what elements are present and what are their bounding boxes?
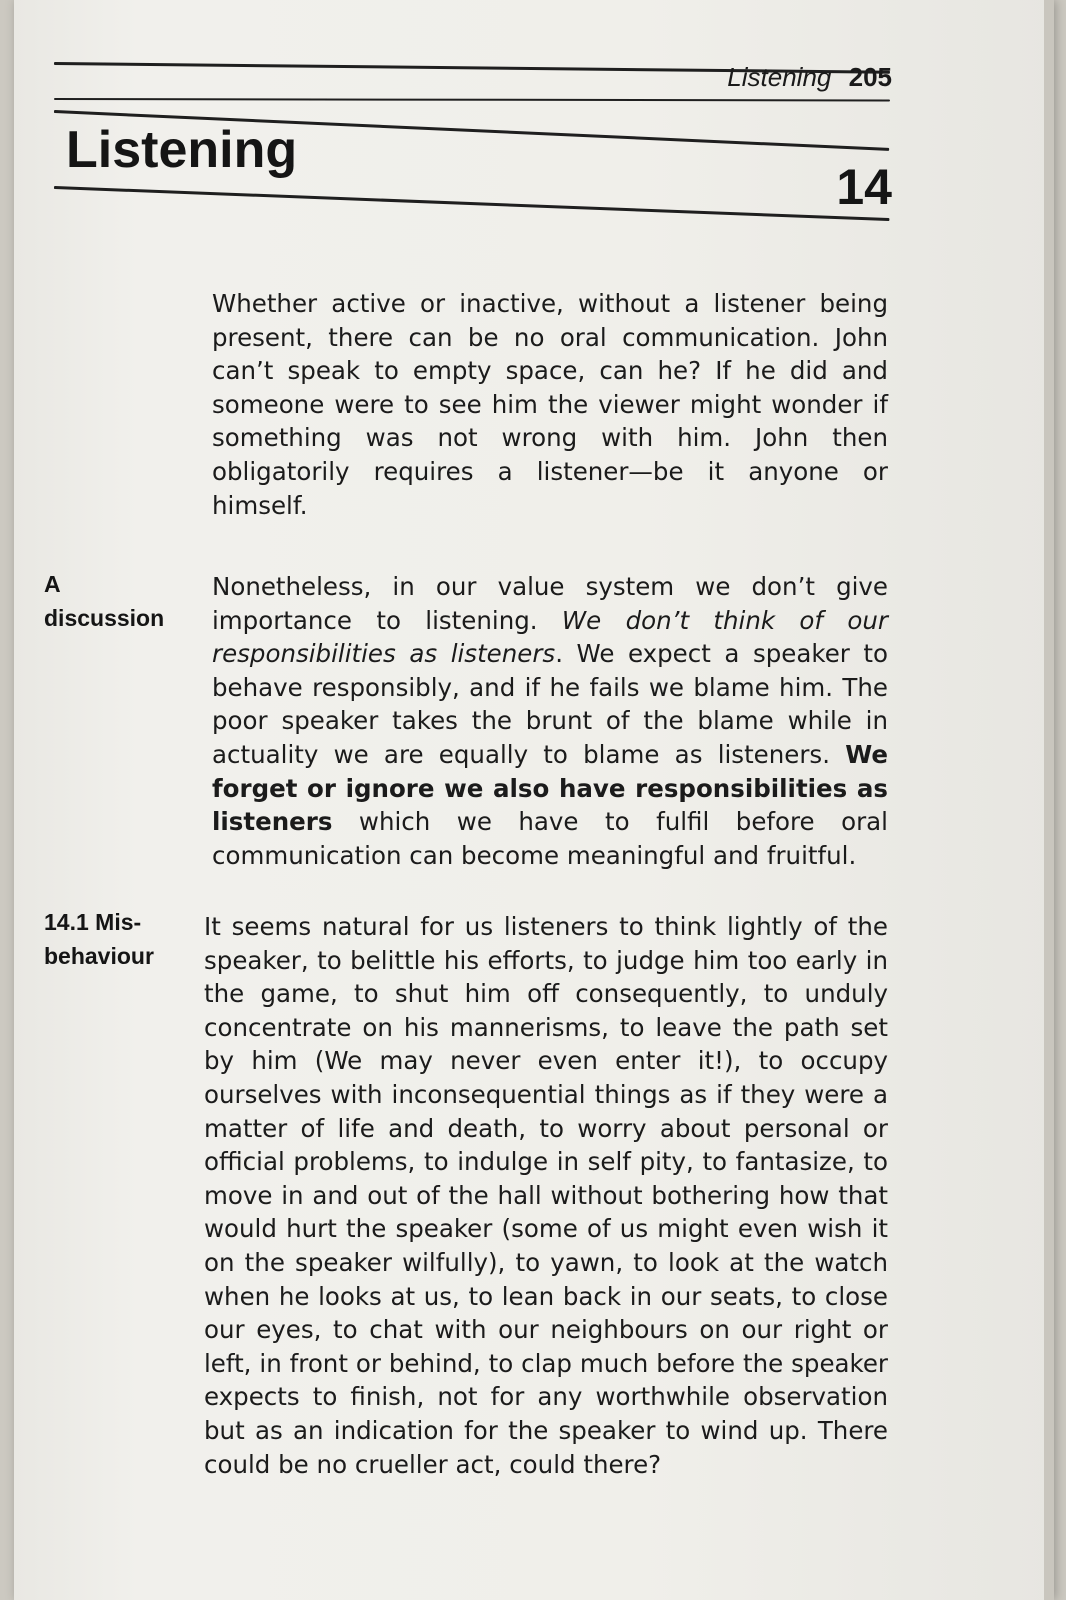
running-head-rule xyxy=(54,98,890,101)
discussion-paragraph xyxy=(212,570,888,872)
side-head-discussion-line1: A xyxy=(44,571,61,597)
discussion-text-2: . We expect a speaker to behave responsibly, and if he fails we blame him. The poor speaker takes the brunt of the blame while in actuality we are equally to blame as listeners. xyxy=(212,639,888,769)
chapter-title: Listening xyxy=(66,121,298,179)
intro-text: Whether active or inactive, without a listener being present, there can be no oral communication. John can’t speak to empty space, can he? If he did and someone were to see him the viewer might wonder if something was not wrong with him. John then obligatorily requires a listener—be it anyone or himself. xyxy=(212,289,888,520)
running-head xyxy=(727,62,892,93)
side-head-misbehaviour-line2: behaviour xyxy=(44,943,154,969)
misbehaviour-paragraph xyxy=(204,910,888,1481)
discussion-text-3: which we have to fulfil before oral communication can become meaningful and fruitful. xyxy=(212,807,888,870)
side-head-discussion xyxy=(44,567,194,635)
side-head-misbehaviour-line1: 14.1 Mis- xyxy=(44,909,142,935)
discussion-italic-text: We don’t think of our responsibilities as listeners xyxy=(212,605,888,669)
chapter-number: 14 xyxy=(836,159,892,215)
running-head-label: Listening xyxy=(727,62,832,92)
discussion-text-1: Nonetheless, in our value system we don’t give importance to listening. xyxy=(212,572,888,635)
intro-paragraph xyxy=(212,287,888,522)
discussion-bold-text: We forget or ignore we also have responsibilities as listeners xyxy=(212,739,888,837)
misbehaviour-text: It seems natural for us listeners to think lightly of the speaker, to belittle his efforts, to judge him too early in the game, to shut him off consequently, to unduly concentrate on his mannerisms, to leave the path set by him (We may never even enter it!), to occupy ourselves with inconsequential things as if they were a matter of life and death, to worry about personal or official problems, to indulge in self pity, to fantasize, to move in and out of the hall without bothering how that would hurt the speaker (some of us might even wish it on the speaker wilfully), to yawn, to look at the watch when he looks at us, to lean back in our seats, to close our eyes, to chat with our neighbours on our right or left, in front or behind, to clap much before the speaker expects to finish, not for any worthwhile observation but as an indication for the speaker to wind up. There could be no crueller act, could there? xyxy=(204,912,888,1479)
side-head-discussion-line2: discussion xyxy=(44,605,165,631)
side-head-misbehaviour xyxy=(44,905,194,973)
chapter-bottom-rule xyxy=(54,186,889,221)
page-number: 205 xyxy=(848,62,892,92)
page-edge xyxy=(1044,0,1054,1600)
